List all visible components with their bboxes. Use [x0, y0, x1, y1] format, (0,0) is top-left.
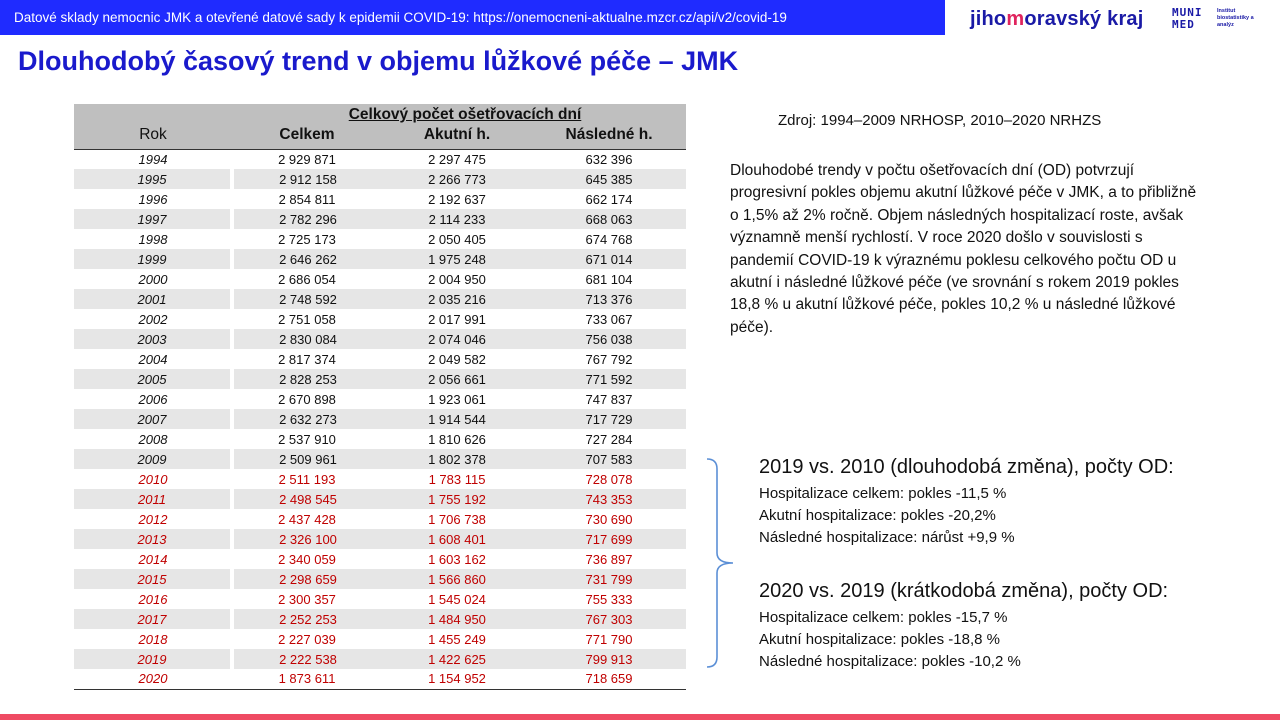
cell-total: 2 222 538: [232, 649, 382, 669]
cell-followup: 767 303: [532, 609, 686, 629]
cell-acute: 1 154 952: [382, 669, 532, 689]
cell-year: 1998: [138, 231, 168, 247]
comparison-long-term-acute: Akutní hospitalizace: pokles -20,2%: [759, 507, 996, 524]
cell-acute: 1 975 248: [382, 249, 532, 269]
muni-logo-top: MUNI: [1172, 6, 1203, 19]
table-row: [74, 169, 686, 189]
cell-year: 2003: [74, 329, 232, 349]
cell-followup: 747 837: [585, 391, 633, 407]
col-header-acute: Akutní h.: [382, 126, 532, 149]
cell-acute: 1 783 115: [428, 471, 486, 487]
comparison-short-term: [759, 580, 1259, 673]
cell-total: 2 854 811: [278, 191, 336, 207]
col-header-total: Celkem: [232, 126, 382, 149]
jmk-logo-part1: jiho: [970, 8, 1007, 30]
cell-followup: 681 104: [585, 271, 633, 287]
cell-acute: 1 455 249: [428, 631, 486, 647]
cell-year: 2001: [74, 289, 232, 309]
cell-followup: 668 063: [532, 209, 686, 229]
cell-year: 1994: [138, 151, 168, 167]
cell-year: 1995: [74, 169, 232, 189]
comparison-long-term: [759, 456, 1259, 549]
cell-total: 2 929 871: [278, 151, 336, 167]
table-row: [74, 589, 686, 609]
table-body: [74, 149, 686, 689]
muni-med-logo: [1172, 7, 1252, 35]
bed-days-table: [74, 104, 686, 690]
cell-year: 2008: [138, 431, 168, 447]
jmk-logo-part3: oravský kraj: [1024, 8, 1144, 30]
cell-followup: 771 592: [532, 369, 686, 389]
trend-description: Dlouhodobé trendy v počtu ošetřovacích dní (OD) potvrzují progresivní pokles objemu akutní lůžkové péče v JMK, a to přibližně o 1,5% až 2% ročně. Objem následných hospitalizací roste, avšak významně menší rychlostí. V roce 2020 došlo v souvislosti s pandemií COVID-19 k výraznému poklesu celkového počtu OD u akutní i následné lůžkové péče (ve srovnání s rokem 2019 pokles 18,8 % u akutní lůžkové péče, pokles 10,2 % u následné lůžkové péče).: [730, 162, 1197, 336]
cell-followup: 717 699: [532, 529, 686, 549]
cell-year: 2010: [138, 471, 168, 487]
cell-followup: 727 284: [585, 431, 633, 447]
cell-acute: 1 923 061: [428, 391, 486, 407]
cell-total: 2 725 173: [278, 231, 336, 247]
cell-followup: 730 690: [585, 511, 633, 527]
comparison-short-term-total: Hospitalizace celkem: pokles -15,7 %: [759, 609, 1008, 626]
cell-acute: 2 050 405: [428, 231, 486, 247]
cell-followup: 767 792: [585, 351, 633, 367]
table-row: [74, 249, 686, 269]
col-header-followup: Následné h.: [532, 126, 686, 149]
table-row: [74, 489, 686, 509]
table-row: [74, 669, 686, 689]
cell-acute: 1 914 544: [382, 409, 532, 429]
cell-acute: 2 114 233: [382, 209, 532, 229]
cell-followup: 771 790: [585, 631, 633, 647]
cell-followup: 662 174: [585, 191, 633, 207]
cell-followup: 728 078: [585, 471, 633, 487]
cell-followup: 645 385: [532, 169, 686, 189]
cell-acute: 1 755 192: [382, 489, 532, 509]
table-row: [74, 309, 686, 329]
table-row: [74, 269, 686, 289]
table-row: [74, 389, 686, 409]
jmk-logo-part2: m: [1006, 8, 1025, 30]
comparison-long-term-heading: 2019 vs. 2010 (dlouhodobá změna), počty OD:: [759, 456, 1174, 478]
footer-accent-bar: [0, 714, 1280, 720]
cell-followup: 674 768: [585, 231, 633, 247]
cell-total: 2 751 058: [278, 311, 336, 327]
cell-year: 1997: [74, 209, 232, 229]
table-row: [74, 149, 686, 169]
cell-total: 2 632 273: [232, 409, 382, 429]
comparison-brace-icon: [705, 457, 739, 669]
comparison-short-term-heading: 2020 vs. 2019 (krátkodobá změna), počty OD:: [759, 580, 1169, 602]
comparison-short-term-acute: Akutní hospitalizace: pokles -18,8 %: [759, 631, 1000, 648]
source-banner-text: Datové sklady nemocnic JMK a otevřené datové sady k epidemii COVID-19: https://onemocneni-aktualne.mzcr.cz/api/v2/covid-19: [14, 10, 787, 25]
data-source-note: Zdroj: 1994–2009 NRHOSP, 2010–2020 NRHZS: [778, 112, 1102, 129]
cell-acute: 1 706 738: [428, 511, 486, 527]
cell-total: 2 686 054: [278, 271, 336, 287]
table-row: [74, 229, 686, 249]
cell-acute: 2 049 582: [428, 351, 486, 367]
muni-logo-text: [1172, 7, 1203, 31]
cell-year: 2012: [138, 511, 168, 527]
cell-total: 2 437 428: [278, 511, 336, 527]
cell-followup: 707 583: [532, 449, 686, 469]
cell-total: 2 340 059: [278, 551, 336, 567]
cell-followup: 713 376: [532, 289, 686, 309]
page-title: Dlouhodobý časový trend v objemu lůžkové péče – JMK: [18, 46, 739, 76]
cell-followup: 756 038: [532, 329, 686, 349]
muni-logo-bottom: MED: [1172, 18, 1195, 31]
cell-total: 2 300 357: [278, 591, 336, 607]
cell-year: 2013: [74, 529, 232, 549]
cell-total: 2 537 910: [278, 431, 336, 447]
cell-year: 2007: [74, 409, 232, 429]
cell-year: 2005: [74, 369, 232, 389]
table-row: [74, 469, 686, 489]
table-row: [74, 329, 686, 349]
table-row: [74, 569, 686, 589]
cell-acute: 2 297 475: [428, 151, 486, 167]
cell-year: 2017: [74, 609, 232, 629]
cell-acute: 1 566 860: [382, 569, 532, 589]
cell-followup: 736 897: [585, 551, 633, 567]
cell-total: 2 227 039: [278, 631, 336, 647]
cell-year: 1996: [138, 191, 168, 207]
cell-year: 1999: [74, 249, 232, 269]
table-row: [74, 189, 686, 209]
cell-acute: 2 266 773: [382, 169, 532, 189]
cell-total: 2 509 961: [232, 449, 382, 469]
cell-year: 2006: [138, 391, 168, 407]
cell-total: 2 782 296: [232, 209, 382, 229]
cell-year: 2019: [74, 649, 232, 669]
cell-followup: 632 396: [585, 151, 633, 167]
cell-acute: 2 004 950: [428, 271, 486, 287]
table-row: [74, 289, 686, 309]
table-row: [74, 629, 686, 649]
cell-acute: 1 422 625: [382, 649, 532, 669]
cell-year: 2020: [74, 669, 232, 689]
table-group-header: Celkový počet ošetřovacích dní: [74, 104, 686, 126]
cell-year: 2002: [138, 311, 168, 327]
cell-total: 2 817 374: [278, 351, 336, 367]
table-row: [74, 369, 686, 389]
cell-year: 2004: [138, 351, 168, 367]
cell-acute: 1 484 950: [382, 609, 532, 629]
cell-acute: 2 017 991: [428, 311, 486, 327]
cell-year: 2009: [74, 449, 232, 469]
cell-total: 2 830 084: [232, 329, 382, 349]
cell-year: 2014: [138, 551, 168, 567]
cell-acute: 1 608 401: [382, 529, 532, 549]
table-row: [74, 429, 686, 449]
table-row: [74, 449, 686, 469]
cell-followup: 731 799: [532, 569, 686, 589]
table-row: [74, 409, 686, 429]
cell-followup: 799 913: [532, 649, 686, 669]
cell-total: 2 326 100: [232, 529, 382, 549]
cell-followup: 717 729: [532, 409, 686, 429]
comparison-short-term-followup: Následné hospitalizace: pokles -10,2 %: [759, 653, 1021, 670]
comparison-long-term-followup: Následné hospitalizace: nárůst +9,9 %: [759, 529, 1015, 546]
cell-total: 2 646 262: [232, 249, 382, 269]
muni-institute-text: Institut biostatistiky a analýz: [1217, 8, 1254, 28]
table-row: [74, 609, 686, 629]
cell-followup: 733 067: [585, 311, 633, 327]
cell-total: 1 873 611: [232, 669, 382, 689]
cell-followup: 671 014: [532, 249, 686, 269]
cell-year: 2011: [74, 489, 232, 509]
cell-total: 2 498 545: [232, 489, 382, 509]
cell-total: 2 252 253: [232, 609, 382, 629]
cell-acute: 1 810 626: [428, 431, 486, 447]
table-row: [74, 549, 686, 569]
table-row: [74, 529, 686, 549]
table-row: [74, 209, 686, 229]
cell-total: 2 912 158: [232, 169, 382, 189]
cell-acute: 2 035 216: [382, 289, 532, 309]
cell-year: 2016: [138, 591, 168, 607]
cell-total: 2 298 659: [232, 569, 382, 589]
table-row: [74, 509, 686, 529]
cell-acute: 2 056 661: [382, 369, 532, 389]
cell-year: 2015: [74, 569, 232, 589]
table-row: [74, 649, 686, 669]
cell-followup: 755 333: [585, 591, 633, 607]
cell-acute: 2 192 637: [428, 191, 486, 207]
col-header-year: Rok: [74, 126, 232, 149]
cell-total: 2 828 253: [232, 369, 382, 389]
cell-total: 2 511 193: [278, 471, 336, 487]
comparison-long-term-total: Hospitalizace celkem: pokles -11,5 %: [759, 485, 1007, 502]
cell-acute: 1 802 378: [382, 449, 532, 469]
cell-year: 2000: [138, 271, 168, 287]
cell-acute: 1 603 162: [428, 551, 486, 567]
cell-total: 2 748 592: [232, 289, 382, 309]
source-banner: [0, 0, 945, 35]
cell-acute: 1 545 024: [428, 591, 486, 607]
jmk-logo: [970, 8, 1144, 31]
cell-acute: 2 074 046: [382, 329, 532, 349]
table-row: [74, 349, 686, 369]
cell-followup: 718 659: [532, 669, 686, 689]
cell-total: 2 670 898: [278, 391, 336, 407]
cell-year: 2018: [138, 631, 168, 647]
cell-followup: 743 353: [532, 489, 686, 509]
